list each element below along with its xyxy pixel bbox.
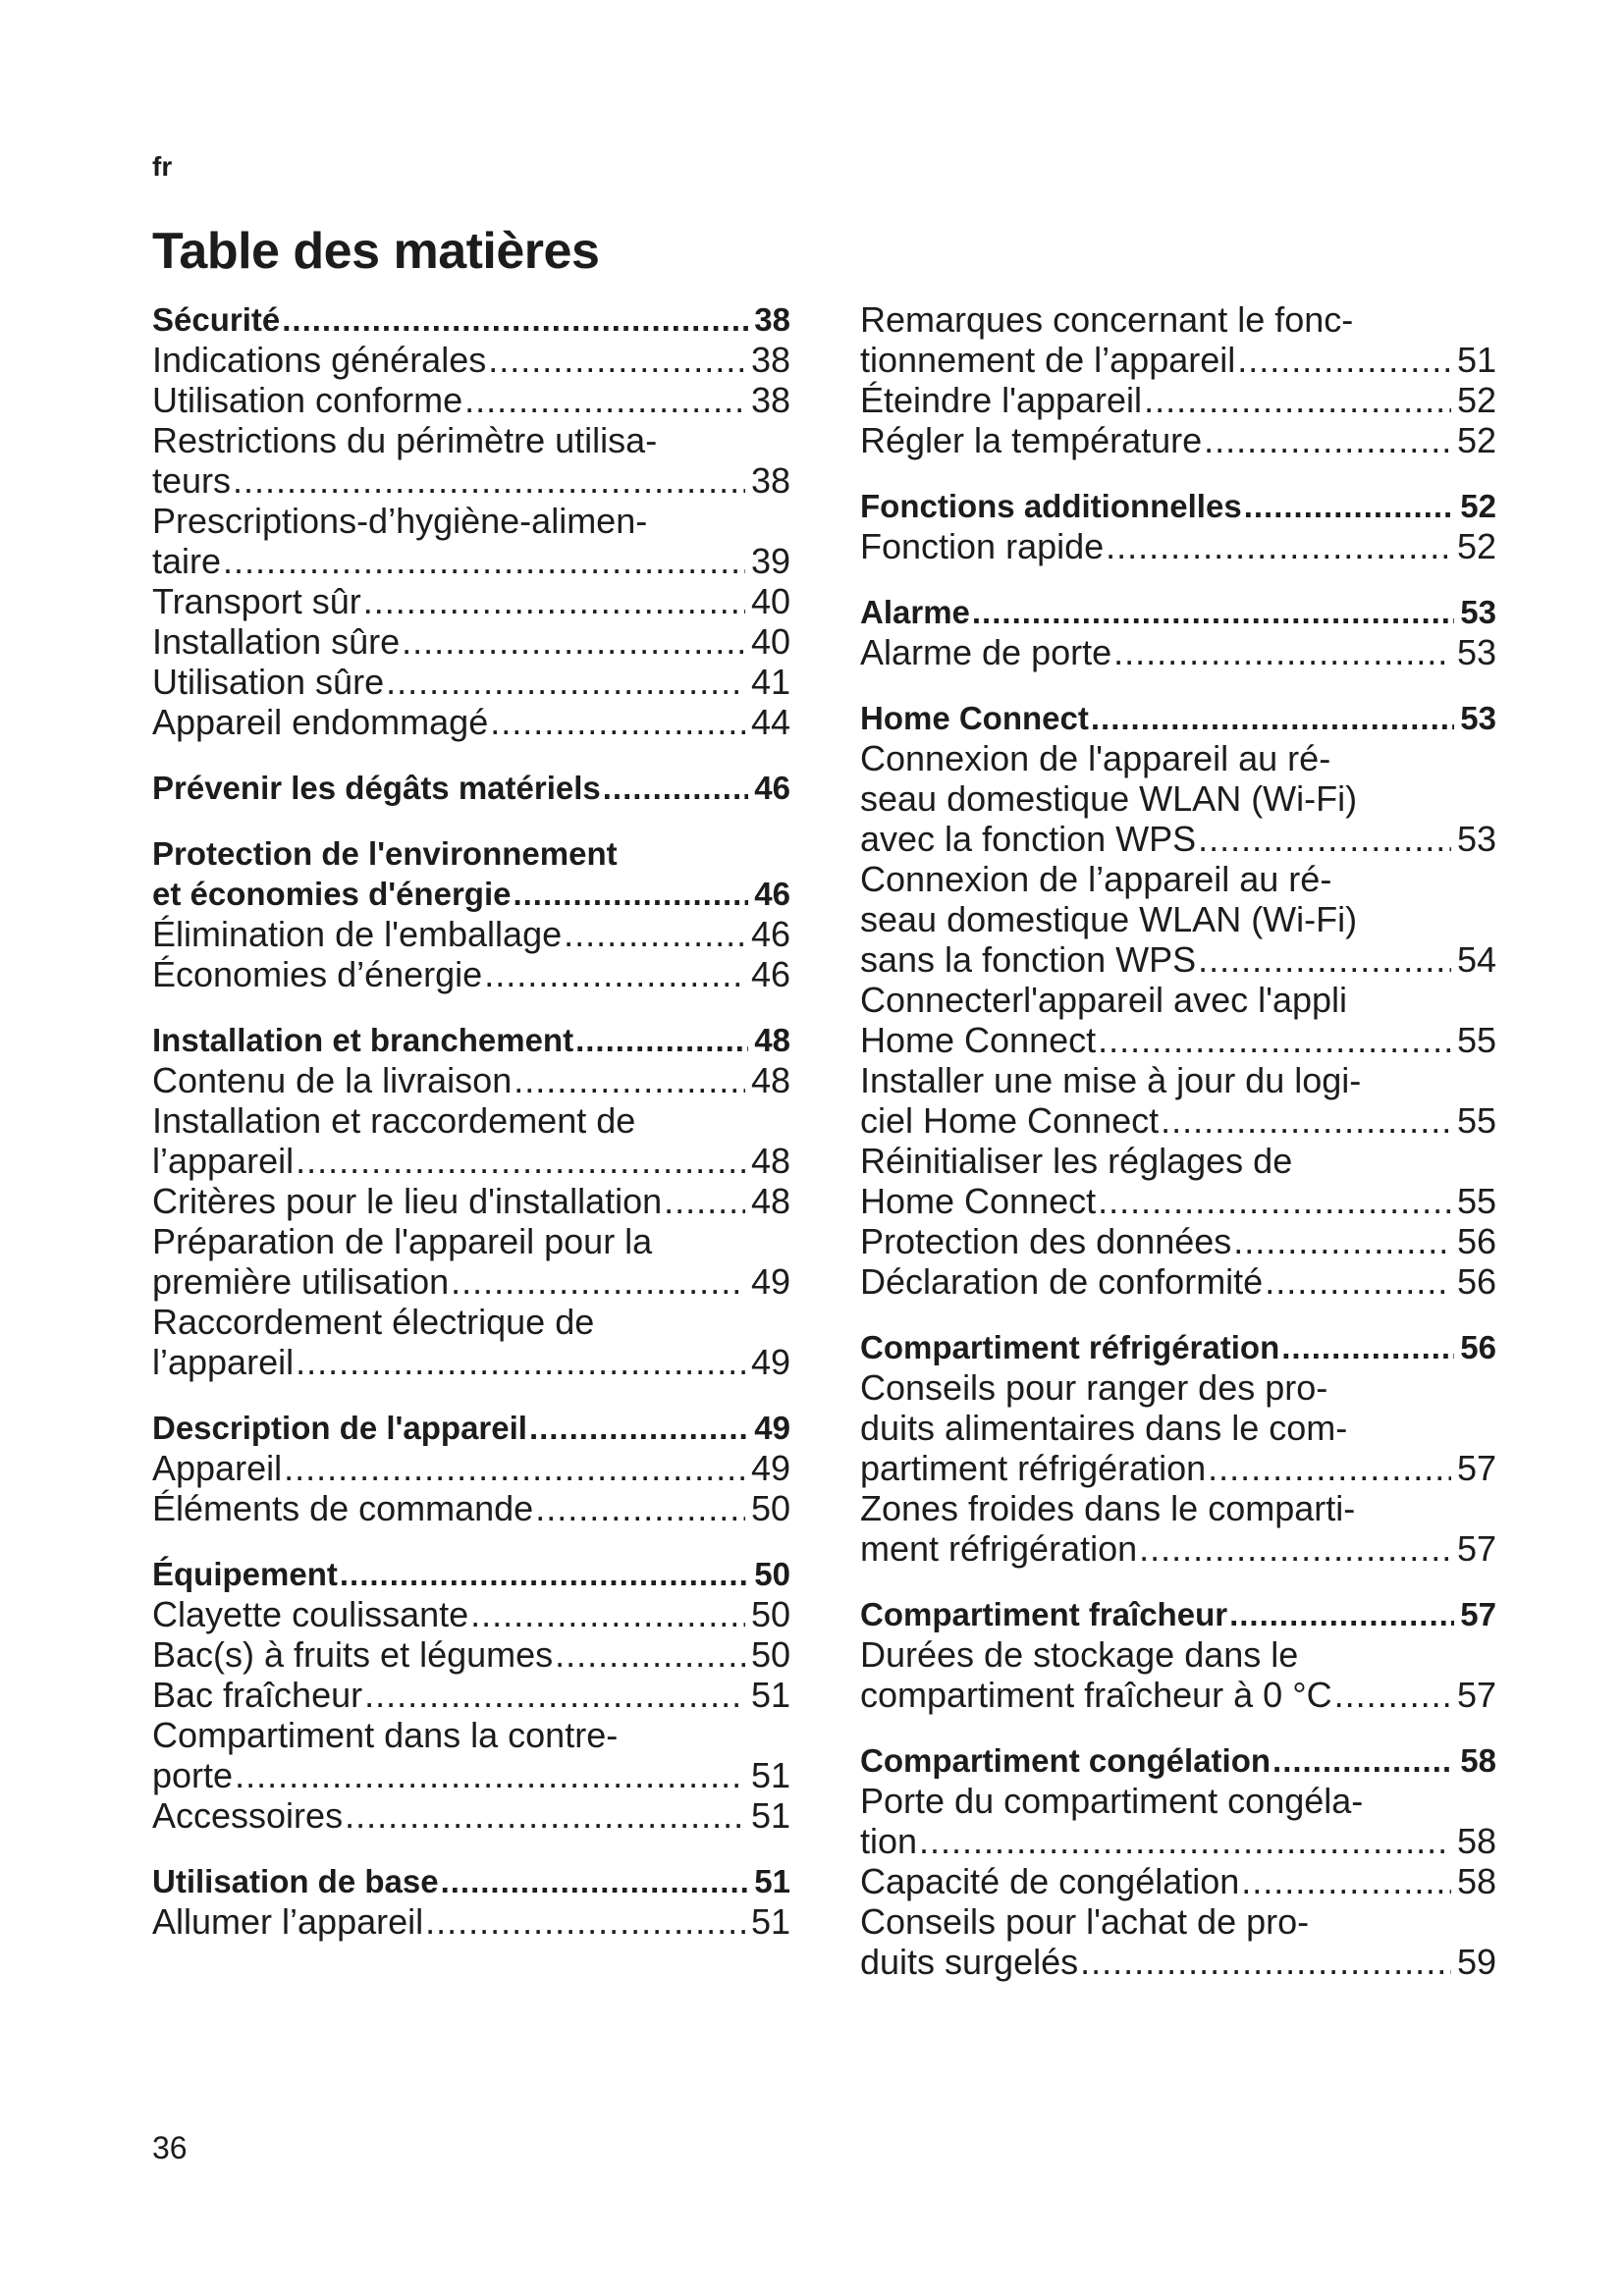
page-number: 36 [152, 2130, 188, 2165]
leader-dots [490, 702, 745, 742]
toc-entry[interactable] [152, 1901, 790, 1942]
leader-dots [1233, 1221, 1451, 1261]
toc-entry[interactable] [152, 914, 790, 954]
leader-dots [514, 1060, 745, 1100]
toc-entry-title: Régler la température [860, 420, 1203, 460]
toc-entry[interactable] [152, 1448, 790, 1488]
toc-section [860, 1594, 1496, 1715]
toc-entry-title: Compartiment congélation [860, 1742, 1272, 1779]
toc-entry[interactable] [860, 632, 1496, 672]
toc-entry-line: Connexion de l'appareil au ré- [860, 738, 1331, 778]
toc-entry-line: Remarques concernant le fonc- [860, 299, 1354, 340]
toc-entry-line: seau domestique WLAN (Wi-Fi) [860, 899, 1358, 939]
toc-page-number: 48 [750, 1141, 790, 1181]
leader-dots [1204, 420, 1451, 460]
toc-page-number: 46 [750, 914, 790, 954]
toc-section [860, 592, 1496, 672]
toc-entry-title: Description de l'appareil [152, 1410, 527, 1446]
toc-entry-line: Préparation de l'appareil pour la [152, 1221, 653, 1261]
toc-entry[interactable] [152, 380, 790, 420]
toc-entry-title: Compartiment fraîcheur [860, 1596, 1228, 1632]
leader-dots [575, 1020, 748, 1060]
leader-dots [1272, 1740, 1454, 1781]
toc-entry[interactable] [860, 340, 1496, 380]
leader-dots [488, 340, 745, 380]
toc-entry-title: ment réfrigération [860, 1528, 1138, 1569]
toc-entry-title: Protection des données [860, 1221, 1232, 1261]
toc-page-number: 39 [750, 541, 790, 581]
toc-page-number: 56 [1456, 1221, 1496, 1261]
leader-dots [1091, 698, 1454, 738]
leader-dots [425, 1901, 745, 1942]
leader-dots [1265, 1261, 1451, 1302]
toc-entry[interactable] [152, 581, 790, 621]
leader-dots [451, 1261, 745, 1302]
toc-page-number: 52 [1456, 526, 1496, 566]
toc-entry-title: Alarme de porte [860, 632, 1112, 672]
toc-page-number: 49 [754, 1410, 790, 1446]
toc-entry-title: Accessoires [152, 1795, 344, 1836]
leader-dots [1113, 632, 1451, 672]
toc-entry[interactable] [152, 1141, 790, 1181]
leader-dots [1098, 1181, 1451, 1221]
toc-entry-line: Prescriptions-d’hygiène-alimen- [152, 501, 648, 541]
toc-section-heading[interactable] [152, 768, 790, 808]
leader-dots [1208, 1448, 1451, 1488]
toc-entry[interactable] [860, 1821, 1496, 1861]
toc-section [860, 698, 1496, 1302]
toc-page-number: 55 [1456, 1020, 1496, 1060]
toc-entry[interactable] [152, 1342, 790, 1382]
toc-entry[interactable] [860, 380, 1496, 420]
toc-section [152, 1554, 790, 1836]
toc-entry-title: Home Connect [860, 700, 1089, 736]
toc-page-number: 40 [750, 621, 790, 662]
toc-entry-title: Contenu de la livraison [152, 1060, 513, 1100]
toc-entry[interactable] [152, 1261, 790, 1302]
toc-entry-line: Compartiment dans la contre- [152, 1715, 619, 1755]
toc-page-number: 50 [754, 1556, 790, 1592]
toc-entry-title: Home Connect [860, 1181, 1097, 1221]
leader-dots [441, 1861, 749, 1901]
toc-entry-title: et économies d'énergie [152, 876, 512, 912]
toc-section [152, 299, 790, 742]
toc-column-right [860, 299, 1496, 2007]
toc-page-number: 51 [1456, 340, 1496, 380]
toc-entry[interactable] [152, 1675, 790, 1715]
leader-dots [1080, 1942, 1451, 1982]
toc-page-number: 50 [750, 1488, 790, 1528]
toc-page-number: 57 [1456, 1448, 1496, 1488]
toc-page-number: 38 [754, 301, 790, 338]
toc-page-number: 55 [1456, 1181, 1496, 1221]
toc-page-number: 51 [754, 1863, 790, 1899]
toc-entry[interactable] [860, 420, 1496, 460]
toc-entry-title: première utilisation [152, 1261, 450, 1302]
leader-dots [470, 1594, 745, 1634]
toc-section [152, 768, 790, 808]
toc-entry-title: Alarme [860, 594, 970, 630]
leader-dots [1334, 1675, 1451, 1715]
toc-entry-title: Utilisation sûre [152, 662, 385, 702]
toc-page-number: 44 [750, 702, 790, 742]
toc-entry-title: Home Connect [860, 1020, 1097, 1060]
toc-entry-title: Prévenir les dégâts matériels [152, 770, 601, 806]
leader-dots [345, 1795, 745, 1836]
toc-page-number: 48 [750, 1181, 790, 1221]
leader-dots [386, 662, 745, 702]
toc-entry-title: Transport sûr [152, 581, 361, 621]
toc-entry-title: porte [152, 1755, 234, 1795]
leader-dots [363, 581, 745, 621]
toc-section-heading[interactable] [152, 1554, 790, 1594]
leader-dots [282, 299, 748, 340]
toc-entry-title: Installation et branchement [152, 1022, 574, 1058]
toc-entry[interactable] [152, 541, 790, 581]
toc-entry-title: compartiment fraîcheur à 0 °C [860, 1675, 1332, 1715]
toc-page-number: 53 [1460, 594, 1496, 630]
leader-dots [972, 592, 1454, 632]
toc-entry[interactable] [152, 1181, 790, 1221]
toc-section-heading[interactable] [860, 698, 1496, 738]
toc-entry[interactable] [152, 1795, 790, 1836]
leader-dots [1144, 380, 1451, 420]
toc-page-number: 51 [750, 1901, 790, 1942]
toc-entry[interactable] [860, 1675, 1496, 1715]
leader-dots [555, 1634, 745, 1675]
toc-entry-title: Indications générales [152, 340, 487, 380]
toc-page-number: 52 [1456, 420, 1496, 460]
toc-entry[interactable] [152, 954, 790, 994]
toc-page-number: 40 [750, 581, 790, 621]
toc-entry-title: ciel Home Connect [860, 1100, 1160, 1141]
toc-page-number: 46 [754, 770, 790, 806]
toc-section [152, 833, 790, 994]
toc-page-number: 49 [750, 1261, 790, 1302]
leader-dots [1198, 819, 1451, 859]
leader-dots [1281, 1327, 1454, 1367]
toc-entry[interactable] [860, 1261, 1496, 1302]
leader-dots [364, 1675, 745, 1715]
toc-entry-title: taire [152, 541, 222, 581]
toc-entry-title: Bac(s) à fruits et légumes [152, 1634, 554, 1675]
toc-section [152, 1020, 790, 1382]
toc-heading-line: Protection de l'environnement [152, 835, 618, 872]
toc-section-heading[interactable] [152, 874, 790, 914]
toc-entry[interactable] [860, 1100, 1496, 1141]
toc-entry-title: Clayette coulissante [152, 1594, 469, 1634]
toc-section-heading[interactable] [860, 592, 1496, 632]
toc-entry[interactable] [860, 1528, 1496, 1569]
leader-dots [1161, 1100, 1451, 1141]
toc-entry-line: Durées de stockage dans le [860, 1634, 1299, 1675]
toc-entry-title: partiment réfrigération [860, 1448, 1207, 1488]
leader-dots [233, 460, 745, 501]
leader-dots [284, 1448, 745, 1488]
toc-entry-line: Conseils pour l'achat de pro- [860, 1901, 1310, 1942]
toc-entry[interactable] [860, 1221, 1496, 1261]
toc-page-number: 50 [750, 1594, 790, 1634]
toc-page-number: 38 [750, 380, 790, 420]
toc-entry-title: Capacité de congélation [860, 1861, 1240, 1901]
toc-entry[interactable] [860, 526, 1496, 566]
leader-dots [664, 1181, 745, 1221]
toc-entry-title: l’appareil [152, 1342, 295, 1382]
toc-entry[interactable] [152, 1634, 790, 1675]
toc-entry-title: Déclaration de conformité [860, 1261, 1264, 1302]
toc-section-heading[interactable] [152, 1408, 790, 1448]
toc-page-number: 50 [750, 1634, 790, 1675]
toc-page-number: 55 [1456, 1100, 1496, 1141]
toc-entry-title: tion [860, 1821, 918, 1861]
toc-entry-title: tionnement de l’appareil [860, 340, 1236, 380]
leader-dots [223, 541, 745, 581]
leader-dots [484, 954, 745, 994]
toc-entry-line: seau domestique WLAN (Wi-Fi) [860, 778, 1358, 819]
toc-page-number: 53 [1456, 819, 1496, 859]
toc-entry[interactable] [152, 702, 790, 742]
toc-page-number: 51 [750, 1795, 790, 1836]
leader-dots [1139, 1528, 1451, 1569]
toc-page-number: 53 [1456, 632, 1496, 672]
leader-dots [235, 1755, 745, 1795]
toc-page-number: 58 [1460, 1742, 1496, 1779]
leader-dots [296, 1141, 745, 1181]
toc-entry-title: Élimination de l'emballage [152, 914, 563, 954]
toc-page-number: 38 [750, 340, 790, 380]
leader-dots [603, 768, 749, 808]
toc-page-number: 58 [1456, 1861, 1496, 1901]
toc-entry-line: duits alimentaires dans le com- [860, 1408, 1348, 1448]
toc-entry[interactable] [860, 939, 1496, 980]
toc-entry-title: Sécurité [152, 301, 281, 338]
toc-entry[interactable] [152, 1060, 790, 1100]
toc-entry-title: teurs [152, 460, 232, 501]
toc-page-number: 48 [754, 1022, 790, 1058]
toc-page-number: 41 [750, 662, 790, 702]
toc-entry-title: Bac fraîcheur [152, 1675, 363, 1715]
toc-entry-line: Connecterl'appareil avec l'appli [860, 980, 1348, 1020]
toc-page-number: 57 [1456, 1528, 1496, 1569]
toc-entry-line: Installer une mise à jour du logi- [860, 1060, 1362, 1100]
toc-entry[interactable] [860, 1942, 1496, 1982]
toc-entry-title: Fonction rapide [860, 526, 1105, 566]
toc-page-number: 46 [754, 876, 790, 912]
leader-dots [564, 914, 745, 954]
toc-entry-title: sans la fonction WPS [860, 939, 1197, 980]
toc-page-number: 57 [1456, 1675, 1496, 1715]
toc-entry-title: Allumer l’appareil [152, 1901, 424, 1942]
page-title: Table des matières [152, 223, 600, 280]
toc-entry-title: Utilisation conforme [152, 380, 463, 420]
toc-entry[interactable] [152, 340, 790, 380]
toc-entry[interactable] [152, 1488, 790, 1528]
toc-section-heading[interactable] [152, 1861, 790, 1901]
toc-entry[interactable] [152, 621, 790, 662]
leader-dots [464, 380, 745, 420]
toc-section [152, 1861, 790, 1942]
leader-dots [535, 1488, 745, 1528]
toc-column-left [152, 299, 790, 1967]
leader-dots [402, 621, 745, 662]
toc-page-number: 51 [750, 1755, 790, 1795]
toc-entry-line: Installation et raccordement de [152, 1100, 636, 1141]
language-code: fr [152, 151, 173, 182]
leader-dots [1244, 486, 1455, 526]
leader-dots [1098, 1020, 1451, 1060]
toc-page-number: 46 [750, 954, 790, 994]
toc-page-number: 51 [750, 1675, 790, 1715]
toc-page-number: 48 [750, 1060, 790, 1100]
leader-dots [1241, 1861, 1451, 1901]
leader-dots [513, 874, 748, 914]
leader-dots [919, 1821, 1451, 1861]
toc-section-heading[interactable] [152, 1020, 790, 1060]
toc-entry-title: Critères pour le lieu d'installation [152, 1181, 663, 1221]
toc-page-number: 49 [750, 1448, 790, 1488]
toc-section [860, 299, 1496, 460]
toc-entry-line: Connexion de l’appareil au ré- [860, 859, 1332, 899]
toc-section [152, 1408, 790, 1528]
toc-section-heading[interactable] [860, 1327, 1496, 1367]
toc-page-number: 56 [1460, 1329, 1496, 1365]
toc-entry-line: Restrictions du périmètre utilisa- [152, 420, 658, 460]
toc-entry-title: avec la fonction WPS [860, 819, 1197, 859]
toc-section-heading[interactable] [860, 1740, 1496, 1781]
toc-entry-title: Installation sûre [152, 621, 401, 662]
leader-dots [296, 1342, 745, 1382]
toc-page-number: 54 [1456, 939, 1496, 980]
toc-section [860, 1327, 1496, 1569]
leader-dots [529, 1408, 748, 1448]
toc-entry-title: Appareil endommagé [152, 702, 489, 742]
toc-entry[interactable] [860, 1181, 1496, 1221]
toc-entry[interactable] [860, 1861, 1496, 1901]
toc-entry-line: Raccordement électrique de [152, 1302, 595, 1342]
toc-entry[interactable] [152, 662, 790, 702]
toc-entry-title: Fonctions additionnelles [860, 488, 1242, 524]
toc-page-number: 57 [1460, 1596, 1496, 1632]
toc-entry-line: Réinitialiser les réglages de [860, 1141, 1293, 1181]
toc-entry[interactable] [860, 819, 1496, 859]
toc-entry[interactable] [152, 1594, 790, 1634]
toc-entry-title: Éléments de commande [152, 1488, 534, 1528]
toc-entry-line: Zones froides dans le comparti- [860, 1488, 1356, 1528]
toc-entry-title: Compartiment réfrigération [860, 1329, 1280, 1365]
toc-section-heading[interactable] [860, 486, 1496, 526]
toc-entry-title: Appareil [152, 1448, 283, 1488]
toc-section-heading[interactable] [152, 299, 790, 340]
toc-section [860, 486, 1496, 566]
toc-entry-line: Conseils pour ranger des pro- [860, 1367, 1328, 1408]
toc-entry-title: duits surgelés [860, 1942, 1079, 1982]
toc-entry-title: Économies d’énergie [152, 954, 483, 994]
toc-entry-title: Équipement [152, 1556, 338, 1592]
toc-page-number: 49 [750, 1342, 790, 1382]
leader-dots [1237, 340, 1451, 380]
leader-dots [340, 1554, 748, 1594]
toc-section-heading[interactable] [860, 1594, 1496, 1634]
toc-entry[interactable] [152, 1755, 790, 1795]
leader-dots [1198, 939, 1451, 980]
toc-page-number: 38 [750, 460, 790, 501]
toc-entry[interactable] [860, 1020, 1496, 1060]
toc-entry[interactable] [860, 1448, 1496, 1488]
leader-dots [1229, 1594, 1454, 1634]
toc-page-number: 58 [1456, 1821, 1496, 1861]
toc-entry-line: Porte du compartiment congéla- [860, 1781, 1364, 1821]
toc-page-number: 52 [1456, 380, 1496, 420]
toc-page-number: 59 [1456, 1942, 1496, 1982]
toc-entry-title: Éteindre l'appareil [860, 380, 1143, 420]
toc-page-number: 53 [1460, 700, 1496, 736]
toc-entry-title: l’appareil [152, 1141, 295, 1181]
toc-section [860, 1740, 1496, 1982]
toc-entry-title: Utilisation de base [152, 1863, 439, 1899]
toc-page-number: 52 [1460, 488, 1496, 524]
leader-dots [1106, 526, 1451, 566]
toc-entry[interactable] [152, 460, 790, 501]
toc-page-number: 56 [1456, 1261, 1496, 1302]
